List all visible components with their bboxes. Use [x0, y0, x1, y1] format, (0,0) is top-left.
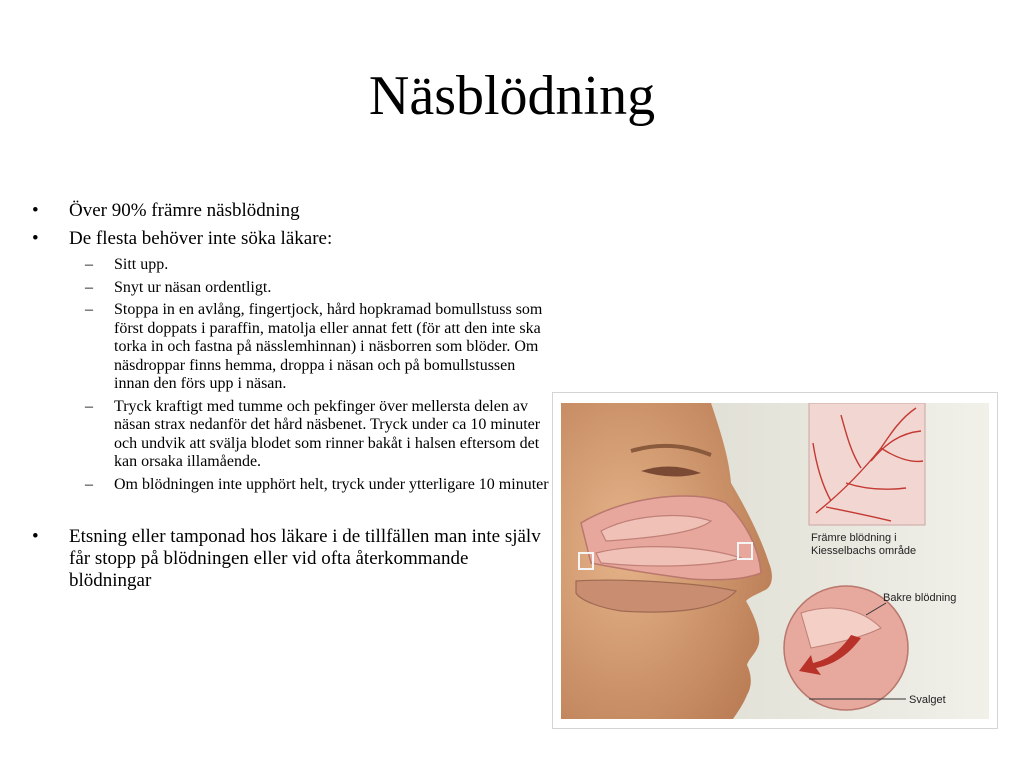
bullet-text: De flesta behöver inte söka läkare: — [69, 228, 333, 249]
dash-symbol: – — [85, 301, 93, 318]
bullet-symbol: • — [32, 228, 39, 249]
sub-list — [32, 256, 552, 494]
bullet-text: Över 90% främre näsblödning — [69, 200, 300, 221]
bullet-item — [32, 526, 552, 592]
dash-symbol: – — [85, 397, 93, 415]
sub-item — [32, 279, 552, 298]
slide-content — [32, 200, 552, 598]
spacer — [32, 502, 552, 526]
anatomy-drawing — [561, 403, 989, 719]
sub-item-text: Om blödningen inte upphört helt, tryck under ytterligare 10 minuter — [114, 475, 549, 493]
sub-item-text: Snyt ur näsan ordentligt. — [114, 278, 272, 296]
bullet-item — [32, 200, 552, 222]
sub-item — [32, 398, 552, 472]
dash-symbol: – — [85, 475, 93, 493]
label-back-bleeding: Bakre blödning — [883, 592, 957, 604]
sub-item-text: Stoppa in en avlång, fingertjock, hård hopkramad bomullstuss som först doppats i paraffin, matolja eller annat fett (för att den inte ska torka in och fastna på nässlemhinnan) i näsborren som blöder. Om näsdroppar finns hemma, droppa i näsan och på bomullstussen innan den förs upp i näsan. — [114, 301, 543, 392]
sub-item — [32, 301, 552, 394]
sub-item-text: Sitt upp. — [114, 256, 169, 273]
nosebleed-illustration — [552, 392, 998, 729]
sub-item-text: Tryck kraftigt med tumme och pekfinger över mellersta delen av näsan strax nedanför det hård näsbenet. Tryck under ca 10 minuter och undvik att svälja blodet som rinner bakåt i halsen eftersom det kan orsaka illamående. — [114, 397, 541, 470]
sub-item — [32, 256, 552, 275]
bullet-symbol: • — [32, 200, 39, 221]
label-front-line2: Kiesselbachs område — [811, 545, 917, 557]
sub-item — [32, 476, 552, 495]
slide-title: Näsblödning — [368, 65, 656, 127]
bullet-symbol: • — [32, 526, 39, 547]
label-throat: Svalget — [909, 694, 946, 706]
bullet-item — [32, 228, 552, 250]
dash-symbol: – — [85, 278, 93, 296]
bullet-text: Etsning eller tamponad hos läkare i de tillfällen man inte själv får stopp på blödningen eller vid ofta återkommande blödningar — [69, 526, 541, 591]
dash-symbol: – — [85, 256, 93, 273]
label-front-line1: Främre blödning i — [811, 532, 897, 544]
